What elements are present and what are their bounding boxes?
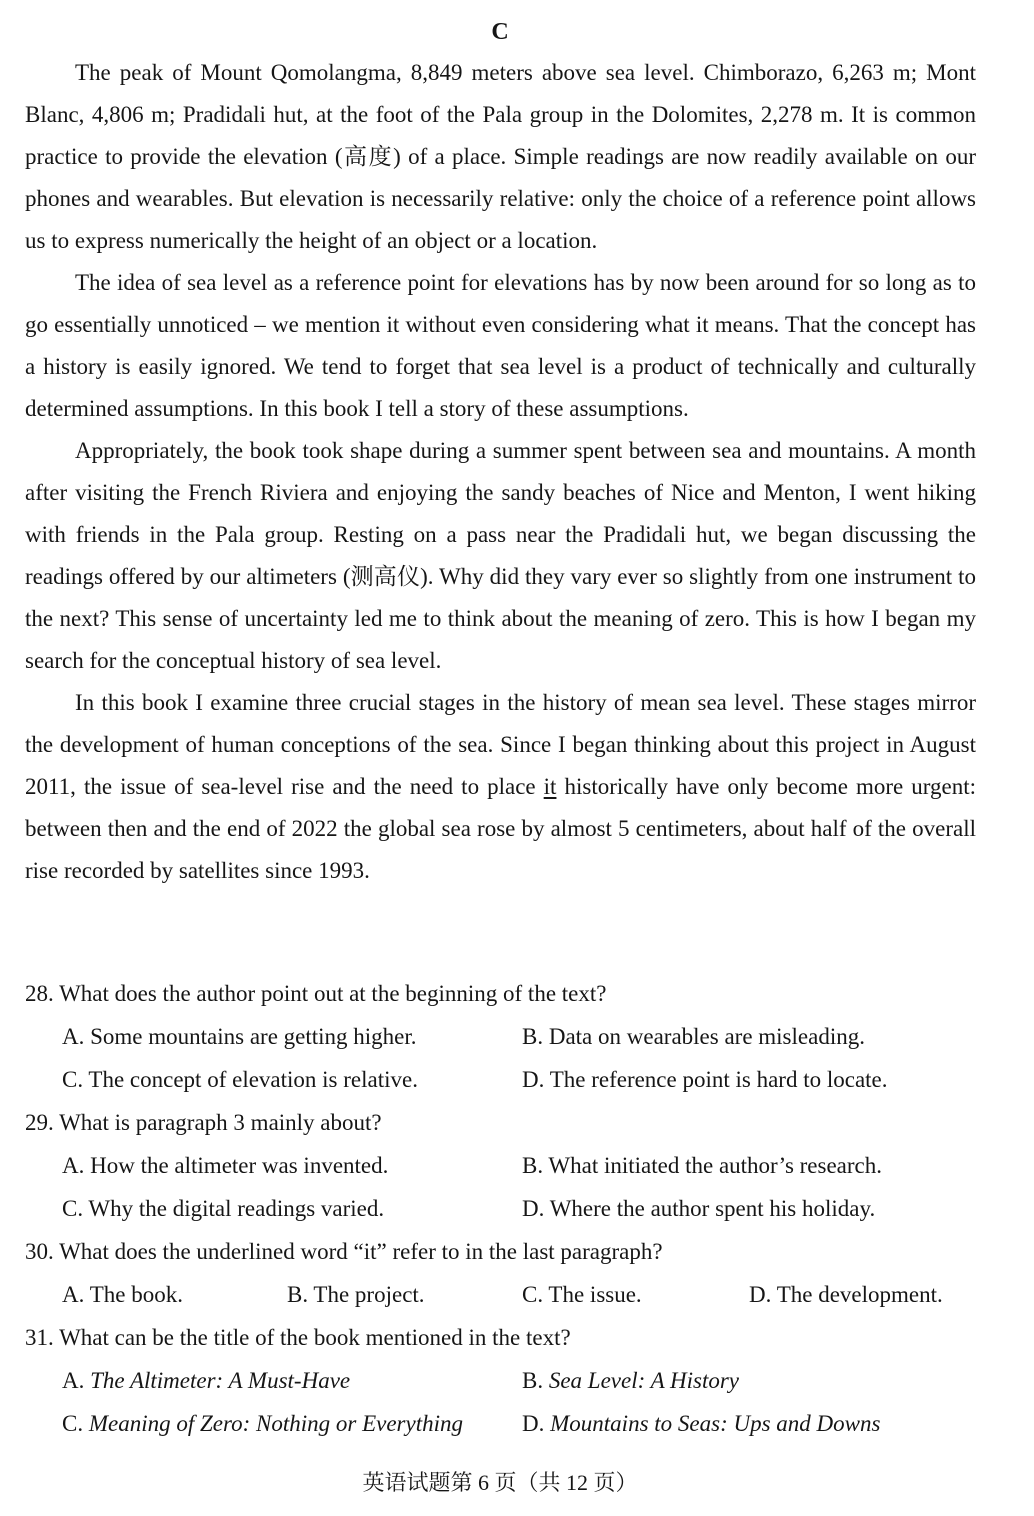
options-row: [25, 1058, 976, 1101]
option-a[interactable]: A. How the altimeter was invented.: [62, 1153, 389, 1178]
question-29: [25, 1101, 976, 1230]
question-list: [25, 972, 976, 1445]
options-row: [25, 1187, 976, 1230]
options-row: [25, 1273, 976, 1316]
paragraph-3: Appropriately, the book took shape during a summer spent between sea and mountains. A month after visiting the French Riviera and enjoying the sandy beaches of Nice and Menton, I went hiking with friends in the Pala group. Resting on a pass near the Pradidali hut, we began discussing the readings offered by our altimeters (测高仪). Why did they vary ever so slightly from one instrument to the next? This sense of uncertainty led me to think about the meaning of zero. This is how I began my search for the conceptual history of sea level.: [25, 438, 976, 673]
option-d[interactable]: D. The reference point is hard to locate.: [522, 1067, 888, 1092]
option-title: Mountains to Seas: Ups and Downs: [550, 1411, 881, 1436]
option-d[interactable]: [522, 1402, 880, 1445]
option-b[interactable]: B. What initiated the author’s research.: [522, 1153, 883, 1178]
option-d[interactable]: D. The development.: [749, 1282, 943, 1307]
option-a[interactable]: [62, 1359, 350, 1402]
underlined-word-it: it: [543, 774, 557, 799]
options-row: [25, 1015, 976, 1058]
question-stem: 29. What is paragraph 3 mainly about?: [25, 1110, 382, 1135]
option-b[interactable]: [522, 1359, 739, 1402]
question-28: [25, 972, 976, 1101]
question-30: [25, 1230, 976, 1316]
page-footer: 英语试题第 6 页（共 12 页）: [362, 1470, 638, 1495]
option-c[interactable]: C. The issue.: [522, 1282, 642, 1307]
option-title: Sea Level: A History: [548, 1368, 739, 1393]
option-letter: D.: [522, 1411, 551, 1436]
option-c[interactable]: [62, 1402, 463, 1445]
option-b[interactable]: B. Data on wearables are misleading.: [522, 1024, 865, 1049]
option-d[interactable]: D. Where the author spent his holiday.: [522, 1196, 876, 1221]
option-title: Meaning of Zero: Nothing or Everything: [88, 1411, 463, 1436]
options-row: [25, 1144, 976, 1187]
option-c[interactable]: C. Why the digital readings varied.: [62, 1196, 385, 1221]
section-label: C: [491, 19, 509, 45]
option-c[interactable]: C. The concept of elevation is relative.: [62, 1067, 418, 1092]
option-letter: B.: [522, 1368, 549, 1393]
option-a[interactable]: A. The book.: [62, 1282, 183, 1307]
option-letter: C.: [62, 1411, 89, 1436]
reading-passage: [25, 52, 976, 892]
option-a[interactable]: A. Some mountains are getting higher.: [62, 1024, 417, 1049]
options-row: [25, 1402, 976, 1445]
question-stem: 31. What can be the title of the book mentioned in the text?: [25, 1325, 571, 1350]
paragraph-4-text-before: In this book I examine three crucial stages in the history of mean sea level. These stages mirror the development of human conceptions of the sea. Since I began thinking about this project in August 2011, the issue of sea-level rise and the need to place: [25, 690, 976, 799]
question-stem: 28. What does the author point out at the beginning of the text?: [25, 981, 607, 1006]
paragraph-1: The peak of Mount Qomolangma, 8,849 meters above sea level. Chimborazo, 6,263 m; Mont Blanc, 4,806 m; Pradidali hut, at the foot of the Pala group in the Dolomites, 2,278 m. It is common practice to provide the elevation (高度) of a place. Simple readings are now readily available on our phones and wearables. But elevation is necessarily relative: only the choice of a reference point allows us to express numerically the height of an object or a location.: [25, 60, 976, 253]
paragraph-4-text-after: historically have only become more urgent: between then and the end of 2022 the global sea rose by almost 5 centimeters, about half of the overall rise recorded by satellites since 1993.: [25, 774, 976, 883]
paragraph-4: [25, 682, 976, 892]
paragraph-2: The idea of sea level as a reference point for elevations has by now been around for so long as to go essentially unnoticed – we mention it without even considering what it means. That the concept has a history is easily ignored. We tend to forget that sea level is a product of technically and culturally determined assumptions. In this book I tell a story of these assumptions.: [25, 270, 976, 421]
option-letter: A.: [62, 1368, 91, 1393]
options-row: [25, 1359, 976, 1402]
question-31: [25, 1316, 976, 1445]
question-stem: 30. What does the underlined word “it” refer to in the last paragraph?: [25, 1239, 663, 1264]
option-title: The Altimeter: A Must-Have: [90, 1368, 351, 1393]
option-b[interactable]: B. The project.: [287, 1282, 425, 1307]
